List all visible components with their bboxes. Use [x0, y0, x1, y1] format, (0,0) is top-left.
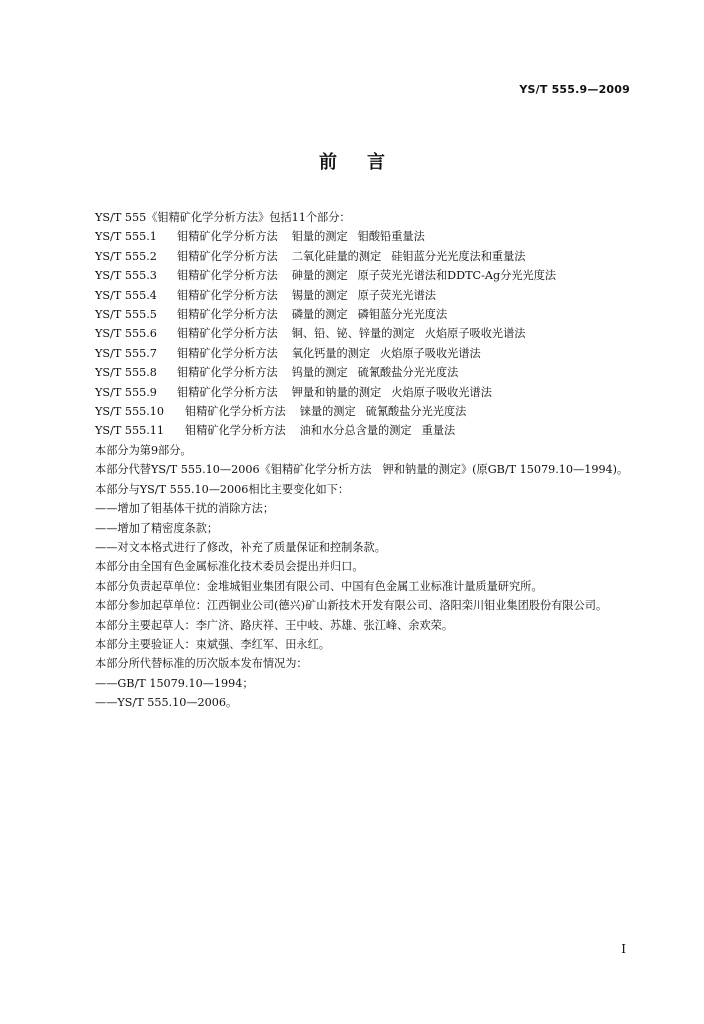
part-code: YS/T 555.1 — [95, 230, 157, 244]
part-item: 钼量的测定 — [291, 230, 348, 244]
replaces-paragraph: 本部分代替YS/T 555.10—2006《钼精矿化学分析方法 钾和钠量的测定》(原GB/T 15079.10—1994)。 — [95, 463, 629, 477]
part-item: 钨量的测定 — [291, 366, 348, 380]
part-line-1 — [72, 227, 632, 246]
page-title: 前言 — [319, 152, 415, 173]
part-item: 磷量的测定 — [291, 308, 348, 322]
part-method: 钼精矿化学分析方法 — [177, 327, 278, 341]
part-line-11 — [72, 421, 632, 440]
verifiers-paragraph: 本部分主要验证人：束斌强、李红军、田永红。 — [95, 637, 330, 651]
drafting-unit-paragraph: 本部分负责起草单位：金堆城钼业集团有限公司、中国有色金属工业标准计量质量研究所。 — [95, 579, 543, 593]
page-number: I — [621, 942, 626, 956]
part-line-4 — [72, 286, 632, 305]
part-technique: 硫氰酸盐分光光度法 — [357, 366, 459, 380]
part-method: 钼精矿化学分析方法 — [177, 346, 278, 360]
part-code: YS/T 555.6 — [95, 327, 157, 341]
participating-unit-paragraph: 本部分参加起草单位：江西铜业公司(德兴)矿山新技术开发有限公司、洛阳栾川钼业集团股份有限公司。 — [95, 599, 608, 613]
part-technique: 硅钼蓝分光光度法和重量法 — [391, 249, 526, 263]
part-code: YS/T 555.4 — [95, 288, 157, 302]
part-item: 油和水分总含量的测定 — [299, 424, 412, 438]
history-item: ——GB/T 15079.10—1994； — [95, 676, 254, 690]
part-method: 钼精矿化学分析方法 — [185, 405, 286, 419]
part-technique: 原子荧光光谱法 — [357, 288, 436, 302]
part-technique: 钼酸铅重量法 — [357, 230, 425, 244]
part-technique: 重量法 — [421, 424, 456, 438]
part-method: 钼精矿化学分析方法 — [177, 385, 278, 399]
part-item: 铜、铅、铋、锌量的测定 — [291, 327, 415, 341]
proposer-paragraph: 本部分由全国有色金属标准化技术委员会提出并归口。 — [95, 560, 364, 574]
foreword-body — [72, 208, 632, 713]
part-item: 砷量的测定 — [291, 269, 348, 283]
part-method: 钼精矿化学分析方法 — [185, 424, 286, 438]
part-technique: 硫氰酸盐分光光度法 — [365, 405, 467, 419]
part-line-5 — [72, 305, 632, 324]
part-code: YS/T 555.10 — [95, 405, 164, 419]
part-method: 钼精矿化学分析方法 — [177, 288, 278, 302]
change-item: ——增加了钼基体干扰的消除方法； — [95, 502, 275, 516]
part-code: YS/T 555.2 — [95, 249, 157, 263]
part-code: YS/T 555.5 — [95, 308, 157, 322]
part-line-9 — [72, 383, 632, 402]
change-item: ——增加了精密度条款； — [95, 521, 219, 535]
part-method: 钼精矿化学分析方法 — [177, 366, 278, 380]
part-line-8 — [72, 363, 632, 382]
part-code: YS/T 555.8 — [95, 366, 157, 380]
history-item: ——YS/T 555.10—2006。 — [95, 696, 238, 710]
part-method: 钼精矿化学分析方法 — [177, 230, 278, 244]
part-code: YS/T 555.3 — [95, 269, 157, 283]
part-method: 钼精矿化学分析方法 — [177, 249, 278, 263]
part-line-7 — [72, 344, 632, 363]
part-item: 氧化钙量的测定 — [291, 346, 371, 360]
part-technique: 火焰原子吸收光谱法 — [380, 346, 481, 360]
standard-number: YS/T 555.9—2009 — [519, 83, 630, 96]
history-intro: 本部分所代替标准的历次版本发布情况为： — [95, 657, 308, 671]
part-number-paragraph: 本部分为第9部分。 — [95, 443, 192, 457]
part-item: 铼量的测定 — [299, 405, 356, 419]
part-item: 二氧化硅量的测定 — [291, 249, 382, 263]
change-item: ——对文本格式进行了修改，补充了质量保证和控制条款。 — [95, 540, 386, 554]
part-line-6 — [72, 324, 632, 343]
part-code: YS/T 555.9 — [95, 385, 157, 399]
part-method: 钼精矿化学分析方法 — [177, 269, 278, 283]
part-item: 钾量和钠量的测定 — [291, 385, 382, 399]
part-code: YS/T 555.11 — [95, 424, 164, 438]
part-method: 钼精矿化学分析方法 — [177, 308, 278, 322]
part-line-3 — [72, 266, 632, 285]
part-technique: 火焰原子吸收光谱法 — [391, 385, 492, 399]
part-line-10 — [72, 402, 632, 421]
intro-line: YS/T 555《钼精矿化学分析方法》包括11个部分： — [95, 211, 351, 224]
part-code: YS/T 555.7 — [95, 346, 157, 360]
part-technique: 磷钼蓝分光光度法 — [357, 308, 448, 322]
part-technique: 原子荧光光谱法和DDTC-Ag分光光度法 — [357, 269, 557, 283]
part-item: 锡量的测定 — [291, 288, 348, 302]
drafters-paragraph: 本部分主要起草人：李广济、路庆祥、王中岐、苏雄、张江峰、余欢荣。 — [95, 618, 454, 632]
changes-intro: 本部分与YS/T 555.10—2006相比主要变化如下： — [95, 482, 350, 496]
part-line-2 — [72, 247, 632, 266]
part-technique: 火焰原子吸收光谱法 — [424, 327, 526, 341]
